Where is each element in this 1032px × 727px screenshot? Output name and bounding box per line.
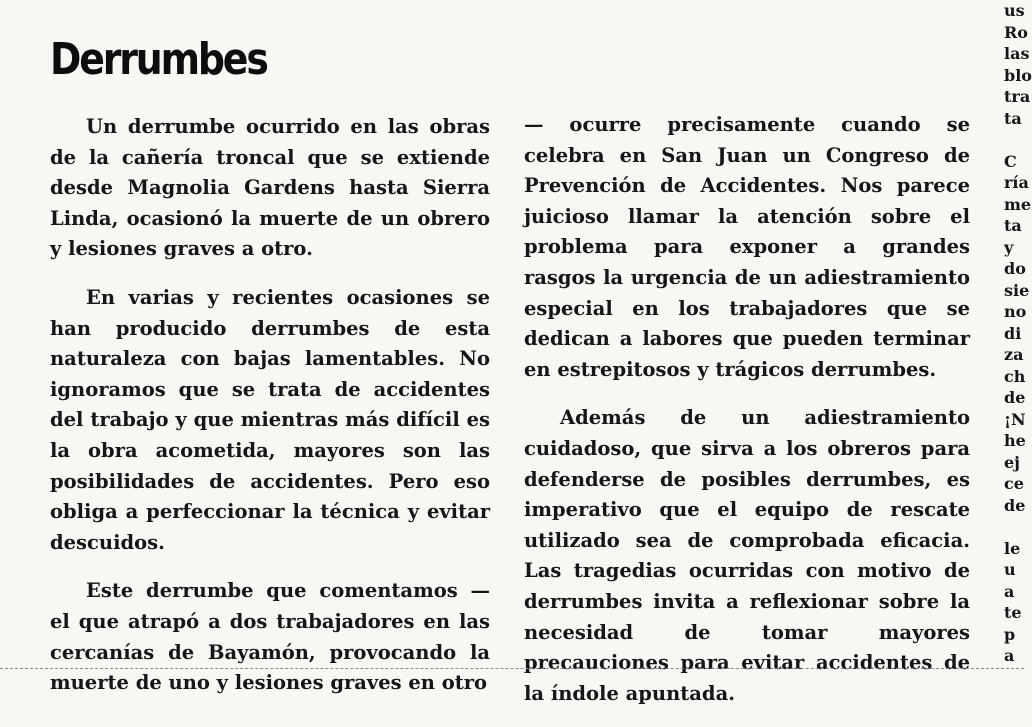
adjacent-column-fragment [1004, 0, 1032, 665]
edge-fragment: do [1004, 259, 1026, 278]
edge-fragment: las [1004, 44, 1030, 63]
edge-fragment: Ro [1004, 22, 1028, 42]
edge-fragment: sie [1004, 280, 1030, 300]
edge-fragment: ¡N [1004, 409, 1026, 429]
paragraph: En varias y recientes ocasiones se han producido derrumbes de esta naturaleza con bajas lamentables. No ignoramos que se trata de accidentes del trabajo y que mientras más difícil es la obra acometida, mayores son las posibilidades de accidentes. Pero eso obliga a perfeccionar la técnica y evitar descuidos. [50, 285, 490, 554]
paragraph: Un derrumbe ocurrido en las obras de la cañería troncal que se extiende desde Magnolia Gardens hasta Sierra Linda, ocasionó la muerte de un obrero y lesiones graves a otro. [50, 115, 490, 261]
edge-fragment: tra [1004, 87, 1031, 106]
article-column-left [50, 112, 490, 717]
edge-fragment: u [1004, 560, 1016, 579]
edge-fragment: za [1004, 345, 1024, 364]
edge-fragment: he [1004, 431, 1026, 450]
paragraph: Además de un adiestramiento cuidadoso, que sirva a los obreros para defenderse de posibles derrumbes, es imperativo que el equipo de rescate utilizado sea de comprobada eficacia. Las tragedias ocurridas con motivo de derrumbes invita a reflexionar sobre la necesidad de tomar mayores precauciones para evitar accidentes de la índole apuntada. [524, 406, 970, 705]
edge-fragment [1004, 129, 1024, 151]
edge-fragment: us [1004, 1, 1025, 20]
edge-fragment: ta [1004, 216, 1022, 235]
edge-fragment: te [1004, 603, 1022, 622]
edge-fragment: ría [1004, 173, 1029, 192]
edge-fragment: ta [1004, 108, 1022, 128]
edge-fragment: y [1004, 237, 1014, 257]
edge-fragment: de [1004, 495, 1026, 515]
edge-fragment: ce [1004, 474, 1024, 493]
edge-fragment: ch [1004, 366, 1026, 386]
article-column-right [524, 110, 970, 727]
edge-fragment: p [1004, 624, 1016, 644]
bottom-divider [0, 668, 1024, 669]
edge-fragment: a [1004, 646, 1015, 665]
edge-fragment: blo [1004, 65, 1032, 85]
edge-fragment: me [1004, 194, 1032, 214]
edge-fragment [1004, 516, 1024, 538]
paragraph: — ocurre precisamente cuando se celebra en San Juan un Congreso de Prevención de Accidentes. Nos parece juicioso llamar la atención sobre el problema para exponer a grandes rasgos la urgencia de un adiestramiento especial en los trabajadores que se dedican a labores que pueden terminar en estrepitosos y trágicos derrumbes. [524, 113, 970, 381]
edge-fragment: no [1004, 302, 1027, 321]
edge-fragment: a [1004, 581, 1015, 601]
edge-fragment: ej [1004, 452, 1020, 472]
edge-fragment: di [1004, 323, 1022, 343]
edge-fragment: de [1004, 388, 1026, 407]
edge-fragment: C [1004, 151, 1017, 171]
headline: Derrumbes [50, 34, 267, 85]
paragraph: Este derrumbe que comentamos — el que atrapó a dos trabajadores en las cercanías de Bayamón, provocando la muerte de uno y lesiones graves en otro [50, 579, 490, 695]
edge-fragment: le [1004, 538, 1021, 558]
